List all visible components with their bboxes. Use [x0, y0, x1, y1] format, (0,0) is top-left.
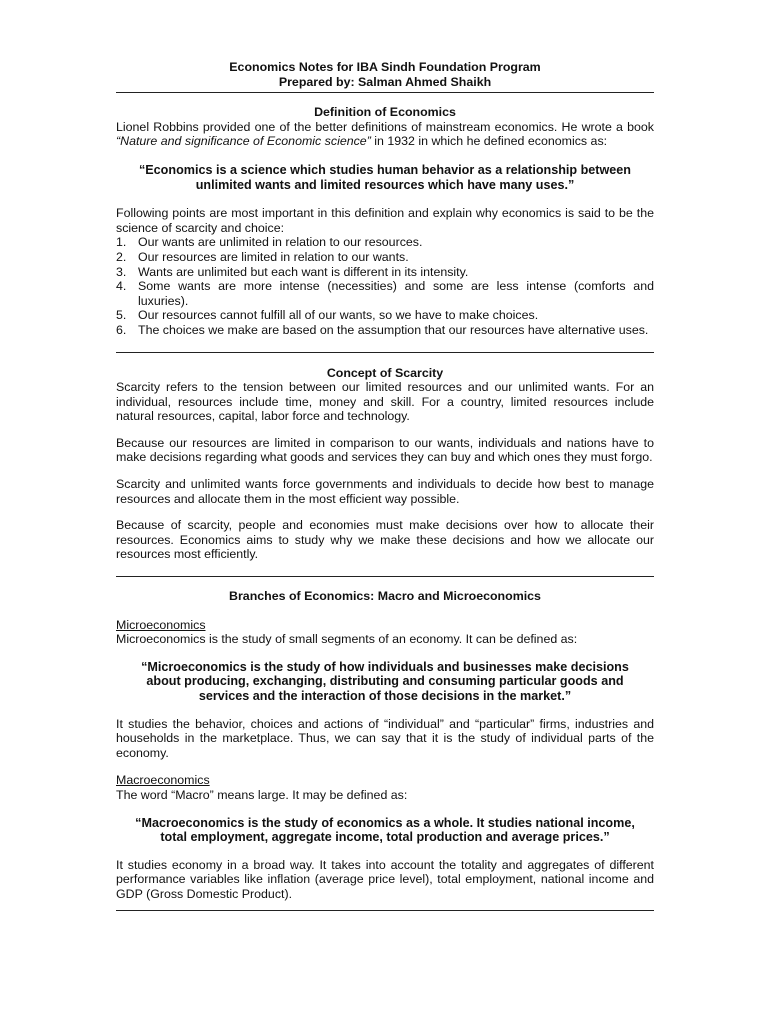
definition-intro-text-1: Lionel Robbins provided one of the better definitions of mainstream economics. He wrote a book [116, 119, 654, 134]
list-item-text: Wants are unlimited but each want is different in its intensity. [138, 264, 469, 279]
definition-intro [116, 120, 654, 149]
microeconomics-definition-quote: “Microeconomics is the study of how individuals and businesses make decisions about producing, exchanging, distributing and consuming particular goods and services and the interaction of those decisions in the market.” [141, 659, 629, 703]
list-item-number: 6. [116, 322, 127, 337]
list-item [116, 308, 654, 323]
list-item-number: 1. [116, 235, 127, 250]
list-item-number: 2. [116, 249, 127, 264]
microeconomics-subheading: Microeconomics [116, 617, 206, 632]
section-heading-branches: Branches of Economics: Macro and Microeconomics [229, 589, 541, 604]
list-item [116, 250, 654, 265]
macroeconomics-paragraph: It studies economy in a broad way. It takes into account the totality and aggregates of different performance variables like inflation (average price level), total employment, national income and GDP (Gross Domestic Product). [116, 857, 654, 901]
macroeconomics-definition-quote: “Macroeconomics is the study of economics as a whole. It studies national income, total employment, aggregate income, total production and average prices.” [135, 815, 635, 845]
definition-points-intro: Following points are most important in this definition and explain why economics is said to be the science of scarcity and choice: [116, 206, 654, 235]
macroeconomics-intro: The word “Macro” means large. It may be defined as: [116, 787, 408, 802]
list-item [116, 279, 654, 308]
scarcity-paragraph-2: Because our resources are limited in comparison to our wants, individuals and nations have to make decisions regarding what goods and services they can buy and which ones they must forgo. [116, 435, 654, 465]
list-item-text: Our resources are limited in relation to our wants. [138, 249, 409, 264]
section-heading-definition: Definition of Economics [314, 105, 456, 120]
list-item-text: Some wants are more intense (necessities) and some are less intense (comforts and luxuries). [138, 279, 654, 308]
list-item [116, 323, 654, 338]
list-item [116, 235, 654, 250]
scarcity-paragraph-3: Scarcity and unlimited wants force governments and individuals to decide how best to manage resources and allocate them in the most efficient way possible. [116, 477, 654, 506]
definition-intro-text-2: in 1932 in which he defined economics as: [370, 134, 608, 149]
divider [116, 92, 654, 93]
microeconomics-intro: Microeconomics is the study of small segments of an economy. It can be defined as: [116, 632, 578, 647]
list-item-text: Our resources cannot fulfill all of our wants, so we have to make choices. [138, 308, 539, 323]
definition-points-list [116, 235, 654, 337]
list-item-text: The choices we make are based on the assumption that our resources have alternative uses. [138, 322, 649, 337]
section-heading-scarcity: Concept of Scarcity [326, 365, 444, 380]
document-title: Economics Notes for IBA Sindh Foundation Program [229, 60, 541, 74]
list-item-number: 5. [116, 308, 127, 323]
robbins-definition-quote: “Economics is a science which studies human behavior as a relationship between unlimited wants and limited resources which have many uses.” [138, 162, 631, 192]
scarcity-paragraph-1: Scarcity refers to the tension between our limited resources and our unlimited wants. For an individual, resources include time, money and skill. For a country, limited resources include natural resources, capital, labor force and technology. [116, 380, 654, 424]
divider [116, 352, 654, 353]
macroeconomics-subheading: Macroeconomics [116, 773, 210, 788]
list-item-number: 4. [116, 279, 127, 294]
definition-book-title: “Nature and significance of Economic science” [116, 134, 371, 149]
microeconomics-paragraph: It studies the behavior, choices and actions of “individual” and “particular” firms, industries and households in the marketplace. Thus, we can say that it is the study of individual parts of the economy. [116, 716, 654, 760]
scarcity-paragraph-4: Because of scarcity, people and economies must make decisions over how to allocate their resources. Economics aims to study why we make these decisions and how we allocate our resources most efficiently. [116, 518, 654, 562]
page-content [116, 60, 654, 911]
list-item-number: 3. [116, 264, 127, 279]
divider [116, 910, 654, 911]
divider [116, 576, 654, 577]
list-item-text: Our wants are unlimited in relation to our resources. [138, 235, 423, 250]
list-item [116, 265, 654, 280]
document-author: Prepared by: Salman Ahmed Shaikh [278, 74, 492, 89]
